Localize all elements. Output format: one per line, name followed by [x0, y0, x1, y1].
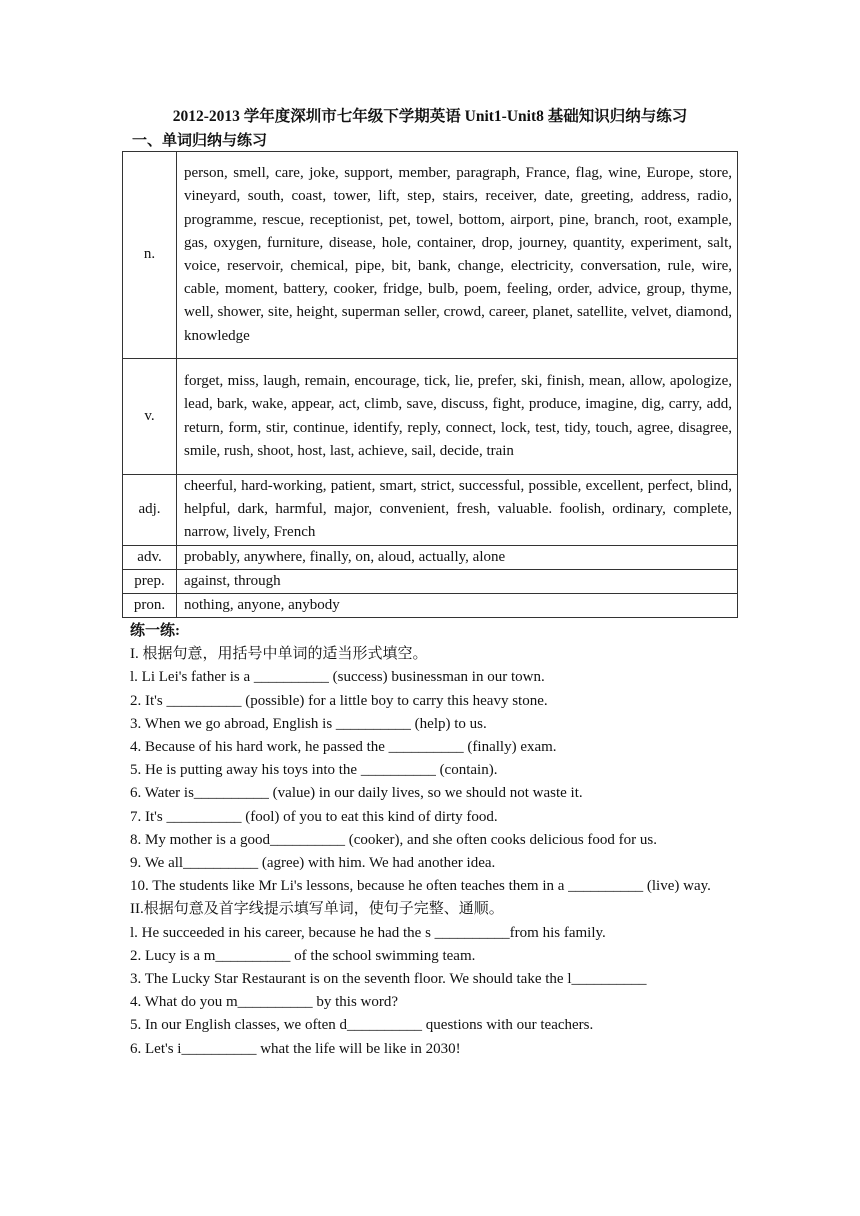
list-item: 6. Let's i__________ what the life will be like in 2030!: [130, 1040, 461, 1057]
list-item: 9. We all__________ (agree) with him. We had another idea.: [130, 855, 496, 872]
part-of-speech-cell: prep.: [123, 569, 177, 593]
list-item: 3. When we go abroad, English is __________ (help) to us.: [130, 715, 487, 732]
table-row: [123, 359, 738, 475]
list-item: 4. Because of his hard work, he passed the __________ (finally) exam.: [130, 739, 557, 756]
part2-instructions: II.根据句意及首字线提示填写单词，使句子完整、通顺。: [130, 901, 504, 918]
word-list-cell: probably, anywhere, finally, on, aloud, actually, alone: [177, 545, 738, 569]
section-heading-vocabulary: 一、单词归纳与练习: [132, 133, 268, 149]
word-list-cell: person, smell, care, joke, support, member, paragraph, France, flag, wine, Europe, store, vineyard, south, coast, tower, lift, step, stairs, receiver, date, greeting, address, radio, programme, rescue, receptionist, pet, towel, bottom, airport, pine, branch, root, example, gas, oxygen, furniture, disease, hole, container, drop, journey, quantity, experiment, salt, voice, reservoir, chemical, pipe, bit, bank, change, electricity, conversation, rule, wire, cable, moment, battery, cooker, fridge, bulb, poem, feeling, order, advice, group, thyme, well, shower, site, height, superman seller, crowd, career, planet, satellite, velvet, diamond, knowledge: [177, 152, 738, 359]
list-item: 5. In our English classes, we often d__________ questions with our teachers.: [130, 1017, 594, 1034]
part-of-speech-cell: pron.: [123, 594, 177, 618]
word-list-cell: cheerful, hard-working, patient, smart, strict, successful, possible, excellent, perfect, blind, helpful, dark, harmful, major, convenient, fresh, valuable. foolish, ordinary, complete, narrow, lively, French: [177, 475, 738, 546]
list-item: 10. The students like Mr Li's lessons, because he often teaches them in a __________ (live) way.: [130, 878, 711, 895]
part-of-speech-cell: adj.: [123, 475, 177, 546]
list-item: l. He succeeded in his career, because he had the s __________from his family.: [130, 924, 606, 941]
list-item: 3. The Lucky Star Restaurant is on the seventh floor. We should take the l__________: [130, 971, 647, 988]
word-list-cell: forget, miss, laugh, remain, encourage, tick, lie, prefer, ski, finish, mean, allow, apologize, lead, bark, wake, appear, act, climb, save, discuss, fight, produce, imagine, dig, carry, add, return, form, stir, continue, identify, reply, connect, lock, test, tidy, touch, agree, disagree, smile, rush, shoot, host, last, achieve, sail, decide, train: [177, 359, 738, 475]
table-row: [123, 475, 738, 546]
table-row: [123, 152, 738, 359]
part1-instructions: I. 根据句意，用括号中单词的适当形式填空。: [130, 646, 428, 663]
list-item: 8. My mother is a good__________ (cooker), and she often cooks delicious food for us.: [130, 831, 657, 848]
list-item: 2. It's __________ (possible) for a little boy to carry this heavy stone.: [130, 692, 548, 709]
vocabulary-table: [122, 151, 738, 618]
table-row: [123, 569, 738, 593]
page-title: 2012-2013 学年度深圳市七年级下学期英语 Unit1-Unit8 基础知识归纳与练习: [172, 108, 688, 125]
list-item: 4. What do you m__________ by this word?: [130, 994, 399, 1011]
practice-heading: 练一练:: [130, 623, 180, 639]
list-item: l. Li Lei's father is a __________ (success) businessman in our town.: [130, 669, 545, 686]
word-list-cell: against, through: [177, 569, 738, 593]
table-row: [123, 594, 738, 618]
list-item: 5. He is putting away his toys into the __________ (contain).: [130, 762, 498, 779]
word-list-cell: nothing, anyone, anybody: [177, 594, 738, 618]
table-row: [123, 545, 738, 569]
list-item: 2. Lucy is a m__________ of the school swimming team.: [130, 947, 476, 964]
exercises-section: [130, 620, 735, 1061]
list-item: 7. It's __________ (fool) of you to eat this kind of dirty food.: [130, 808, 498, 825]
list-item: 6. Water is__________ (value) in our daily lives, so we should not waste it.: [130, 785, 583, 802]
part-of-speech-cell: v.: [123, 359, 177, 475]
part-of-speech-cell: adv.: [123, 545, 177, 569]
part-of-speech-cell: n.: [123, 152, 177, 359]
